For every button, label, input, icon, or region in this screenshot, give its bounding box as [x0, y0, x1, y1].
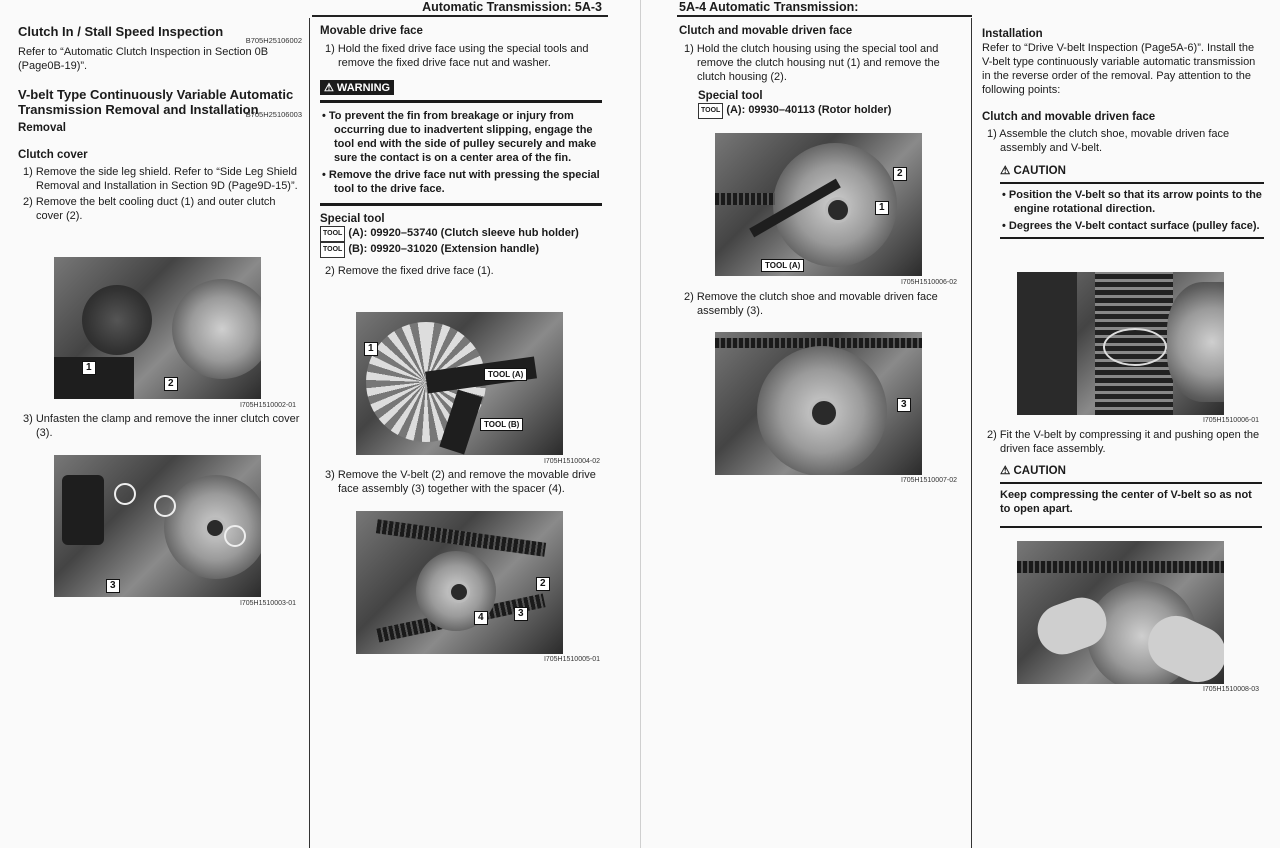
warning-item: • To prevent the fin from breakage or injury from occurring due to inadvertent slipping, engage the tool end with the side of pulley securely and make sure the contact is on a center area of the fin.: [322, 110, 597, 164]
caution-box: [1000, 164, 1264, 239]
tool-tag-a: TOOL (A): [484, 368, 527, 381]
tool-tag-b: TOOL (B): [480, 418, 523, 431]
step: 1) Assemble the clutch shoe, movable driven face assembly and V-belt.: [987, 128, 1230, 154]
paragraph: Refer to “Automatic Clutch Inspection in Section 0B (Page0B-19)”.: [18, 46, 269, 72]
callout-3: 3: [514, 607, 528, 621]
subsection-title: Clutch and movable driven face: [982, 111, 1156, 123]
photo-inner-cover: [54, 455, 261, 597]
column-divider: [309, 18, 310, 848]
callout-2: 2: [164, 377, 178, 391]
tool-icon: TOOL: [320, 242, 345, 258]
step: 2) Remove the fixed drive face (1).: [325, 265, 494, 277]
column-divider: [971, 18, 972, 848]
header-rule: [312, 15, 608, 17]
photo-vbelt-arrow: [1017, 272, 1224, 415]
step: 1) Remove the side leg shield. Refer to “Side Leg Shield Removal and Installation in Section 9D (Page9D-15)”.: [23, 166, 298, 192]
subsection-title: Clutch cover: [18, 149, 88, 161]
header-rule: [677, 15, 972, 17]
callout-2: 2: [893, 167, 907, 181]
warning-label: ⚠ WARNING: [320, 80, 394, 95]
step: 2) Fit the V-belt by compressing it and pushing open the driven face assembly.: [987, 429, 1260, 455]
image-id: I705H1510005-01: [543, 656, 600, 663]
caution-box: [1000, 464, 1262, 528]
warning-box: [320, 78, 602, 206]
special-tool-a: TOOL (A): 09930–40113 (Rotor holder): [679, 103, 961, 119]
section-title: Clutch In / Stall Speed Inspection: [18, 24, 224, 39]
page-header: Automatic Transmission: 5A-3: [422, 0, 602, 14]
step: 2) Remove the belt cooling duct (1) and outer clutch cover (2).: [23, 196, 276, 222]
step: 2) Remove the clutch shoe and movable driven face assembly (3).: [684, 291, 938, 317]
tool-tag-a: TOOL (A): [761, 259, 804, 272]
special-tool-title: Special tool: [698, 90, 763, 102]
tool-icon: TOOL: [320, 226, 345, 242]
warning-item: • Remove the drive face nut with pressing the special tool to the drive face.: [322, 169, 600, 195]
subsection-title: Movable drive face: [320, 25, 423, 37]
section-title: V-belt Type Continuously Variable Automatic Transmission Removal and Installation: [18, 87, 294, 117]
section-id: B705H25106003: [245, 110, 302, 119]
photo-rotor-holder: [715, 133, 922, 276]
callout-1: 1: [364, 342, 378, 356]
special-tool-title: Special tool: [320, 213, 385, 225]
photo-vbelt-removal: [356, 511, 563, 654]
right-column-2: [982, 24, 1264, 239]
photo-drive-face: [356, 312, 563, 455]
caution-label: ⚠ CAUTION: [1000, 165, 1066, 177]
step: 1) Hold the fixed drive face using the special tools and remove the fixed drive face nut and washer.: [325, 43, 589, 69]
image-id: I705H1510004-02: [543, 458, 600, 465]
callout-3: 3: [106, 579, 120, 593]
photo-compress-vbelt: [1017, 541, 1224, 684]
image-id: I705H1510003-01: [239, 600, 296, 607]
subsection-title: Removal: [18, 122, 66, 134]
special-tool-a: TOOL (A): 09920–53740 (Clutch sleeve hub holder): [320, 226, 602, 242]
subsection-title: Installation: [982, 28, 1043, 40]
section-id: B705H25106002: [245, 36, 302, 45]
caution-item: • Position the V-belt so that its arrow points to the engine rotational direction.: [1002, 189, 1262, 215]
image-id: I705H1510006-02: [900, 279, 957, 286]
callout-1: 1: [82, 361, 96, 375]
step: 3) Unfasten the clamp and remove the inner clutch cover (3).: [23, 413, 300, 439]
special-tool-b: TOOL (B): 09920–31020 (Extension handle): [320, 242, 602, 258]
subsection-title: Clutch and movable driven face: [679, 25, 853, 37]
image-id: I705H1510007-02: [900, 477, 957, 484]
left-column-1: [18, 24, 302, 223]
caution-label: ⚠ CAUTION: [1000, 465, 1066, 477]
callout-4: 4: [474, 611, 488, 625]
step: 1) Hold the clutch housing using the special tool and remove the clutch housing nut (1) and remove the clutch housing (2).: [684, 43, 940, 83]
image-id: I705H1510008-03: [1202, 686, 1259, 693]
step: 3) Remove the V-belt (2) and remove the movable drive face assembly (3) together with the spacer (4).: [325, 469, 596, 495]
image-id: I705H1510002-01: [239, 402, 296, 409]
right-column-1: [679, 24, 961, 119]
photo-clutch-shoe: [715, 332, 922, 475]
image-id: I705H1510006-01: [1202, 417, 1259, 424]
right-page: [640, 0, 1280, 848]
caution-text: Keep compressing the center of V-belt so as not to open apart.: [1000, 489, 1252, 515]
caution-item: • Degrees the V-belt contact surface (pulley face).: [1002, 220, 1260, 232]
page-header: 5A-4 Automatic Transmission:: [679, 0, 859, 14]
callout-2: 2: [536, 577, 550, 591]
callout-3: 3: [897, 398, 911, 412]
paragraph: Refer to “Drive V-belt Inspection (Page5A-6)”. Install the V-belt type continuously variable automatic transmission in the reverse order of the removal. Pay attention to the following points:: [982, 42, 1256, 96]
photo-clutch-cover: [54, 257, 261, 399]
left-column-2: [320, 24, 602, 278]
callout-1: 1: [875, 201, 889, 215]
tool-icon: TOOL: [698, 103, 723, 119]
